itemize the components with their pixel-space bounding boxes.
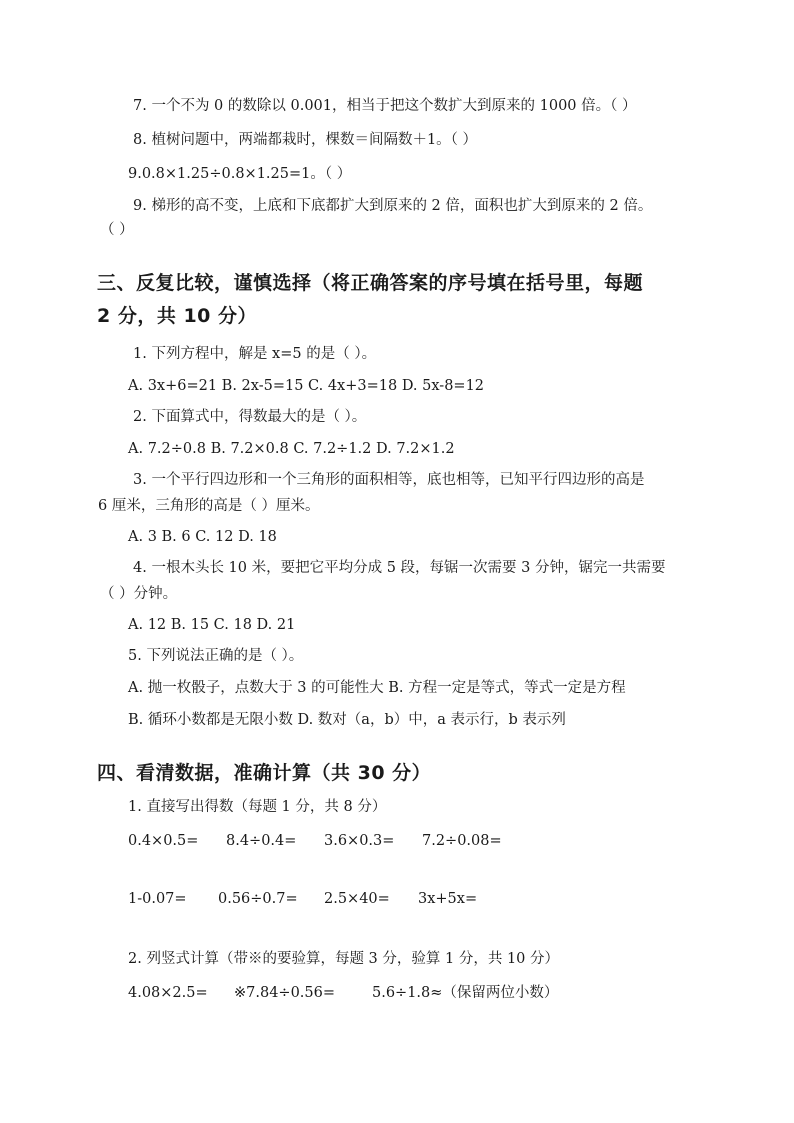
question-8: 8. 植树问题中，两端都栽时，棵数＝间隔数＋1。（ ） [133,132,478,148]
expression: 1-0.07= [128,891,187,907]
expression: 3x+5x= [418,891,478,907]
question-7: 7. 一个不为 0 的数除以 0.001，相当于把这个数扩大到原来的 1000 倍。（ ） [133,98,637,114]
s3-question-4: 4. 一根木头长 10 米，要把它平均分成 5 段，每锯一次需要 3 分钟，锯完一共需要 [133,560,666,576]
s3-question-2: 2. 下面算式中，得数最大的是（ ）。 [133,409,367,425]
expression: 8.4÷0.4= [226,833,297,849]
expression: ※7.84÷0.56= [234,985,336,1001]
s3-question-3-options: A. 3 B. 6 C. 12 D. 18 [128,529,277,545]
s3-question-4-cont: （ ）分钟。 [100,586,178,602]
s3-question-1-options: A. 3x+6=21 B. 2x-5=15 C. 4x+3=18 D. 5x-8=12 [128,378,485,394]
s3-question-3-cont: 6 厘米，三角形的高是（ ）厘米。 [98,498,320,514]
s3-question-2-options: A. 7.2÷0.8 B. 7.2×0.8 C. 7.2÷1.2 D. 7.2×1.2 [128,441,455,457]
section-3-title: 三、反复比较，谨慎选择（将正确答案的序号填在括号里，每题 [97,272,644,294]
expression: 4.08×2.5= [128,985,208,1001]
s3-question-3: 3. 一个平行四边形和一个三角形的面积相等，底也相等，已知平行四边形的高是 [133,472,645,488]
expression: 3.6×0.3= [324,833,395,849]
s3-question-4-options: A. 12 B. 15 C. 18 D. 21 [128,617,296,633]
s4-part-1-title: 1. 直接写出得数（每题 1 分，共 8 分） [128,799,387,815]
question-9b: 9. 梯形的高不变，上底和下底都扩大到原来的 2 倍，面积也扩大到原来的 2 倍。 [133,198,653,214]
section-4-title: 四、看清数据，准确计算（共 30 分） [97,762,432,784]
s4-part-2-title: 2. 列竖式计算（带※的要验算，每题 3 分，验算 1 分，共 10 分） [128,951,559,967]
expression: 2.5×40= [324,891,390,907]
expression: 0.56÷0.7= [218,891,298,907]
s3-question-1: 1. 下列方程中，解是 x=5 的是（ ）。 [133,346,377,362]
expression: 7.2÷0.08= [422,833,502,849]
expression: 0.4×0.5= [128,833,199,849]
s3-question-5: 5. 下列说法正确的是（ ）。 [128,648,304,664]
question-9a: 9.0.8×1.25÷0.8×1.25=1。（ ） [128,166,352,182]
section-3-title-cont: 2 分，共 10 分） [97,305,258,327]
s3-question-5-options: A. 抛一枚骰子，点数大于 3 的可能性大 B. 方程一定是等式，等式一定是方程 [128,680,626,696]
question-9b-cont: （ ） [100,222,134,238]
expression: 5.6÷1.8≈（保留两位小数） [372,985,559,1001]
s3-question-5-options-cont: B. 循环小数都是无限小数 D. 数对（a，b）中，a 表示行，b 表示列 [128,712,566,728]
